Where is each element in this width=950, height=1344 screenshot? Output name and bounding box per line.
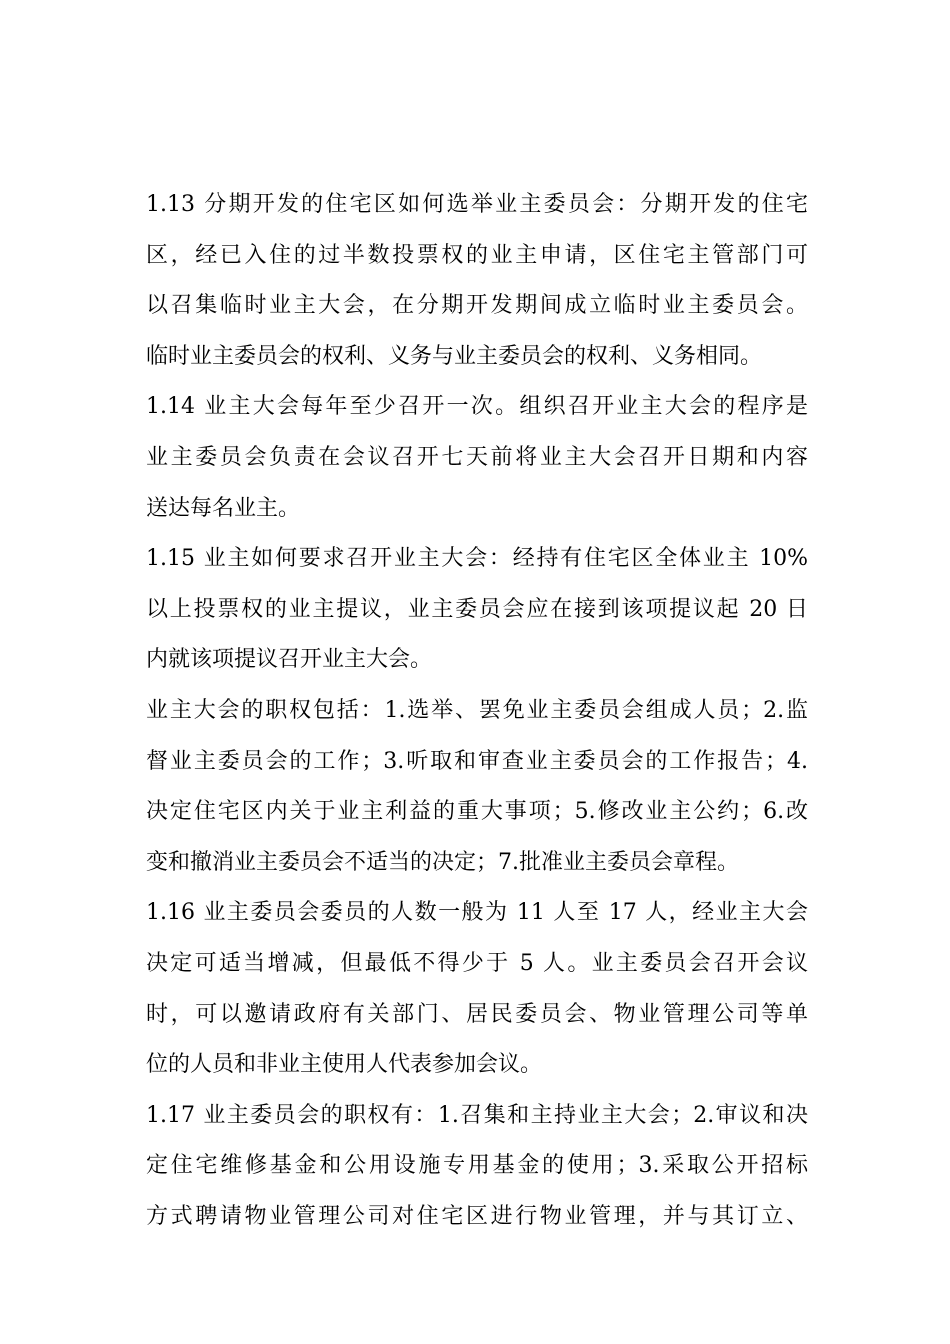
document-body	[146, 180, 808, 1242]
text-line: 督业主委员会的工作；3.听取和审查业主委员会的工作报告；4.	[146, 748, 808, 774]
text-line: 决定住宅区内关于业主利益的重大事项；5.修改业主公约；6.改	[146, 799, 808, 825]
text-line: 送达每名业主。	[146, 495, 301, 521]
paragraph-1-17	[146, 1091, 808, 1243]
paragraph-1-15	[146, 534, 808, 686]
text-line: 业主委员会负责在会议召开七天前将业主大会召开日期和内容	[146, 444, 808, 470]
text-line: 方式聘请物业管理公司对住宅区进行物业管理，并与其订立、	[146, 1203, 808, 1229]
text-line: 变和撤消业主委员会不适当的决定；7.批准业主委员会章程。	[146, 849, 739, 875]
paragraph-1-16	[146, 888, 808, 1090]
text-line: 时，可以邀请政府有关部门、居民委员会、物业管理公司等单	[146, 1001, 808, 1027]
text-line: 业主大会的职权包括：1.选举、罢免业主委员会组成人员；2.监	[146, 697, 808, 723]
text-line: 决定可适当增减，但最低不得少于 5 人。业主委员会召开会议	[146, 950, 808, 976]
paragraph-owners-assembly-powers	[146, 686, 808, 888]
text-line: 临时业主委员会的权利、义务与业主委员会的权利、义务相同。	[146, 343, 763, 369]
text-line: 以上投票权的业主提议，业主委员会应在接到该项提议起 20 日	[146, 596, 808, 622]
text-line: 位的人员和非业主使用人代表参加会议。	[146, 1052, 543, 1078]
text-line: 1.14 业主大会每年至少召开一次。组织召开业主大会的程序是	[146, 394, 808, 420]
paragraph-1-14	[146, 382, 808, 534]
text-line: 1.15 业主如何要求召开业主大会：经持有住宅区全体业主 10%	[146, 546, 808, 572]
text-line: 1.16 业主委员会委员的人数一般为 11 人至 17 人，经业主大会	[146, 900, 808, 926]
text-line: 区，经已入住的过半数投票权的业主申请，区住宅主管部门可	[146, 242, 808, 268]
paragraph-1-13	[146, 180, 808, 382]
text-line: 1.17 业主委员会的职权有：1.召集和主持业主大会；2.审议和决	[146, 1102, 808, 1128]
text-line: 定住宅维修基金和公用设施专用基金的使用；3.采取公开招标	[146, 1153, 808, 1179]
text-line: 1.13 分期开发的住宅区如何选举业主委员会：分期开发的住宅	[146, 192, 808, 217]
text-line: 以召集临时业主大会，在分期开发期间成立临时业主委员会。	[146, 293, 808, 319]
text-line: 内就该项提议召开业主大会。	[146, 647, 433, 673]
